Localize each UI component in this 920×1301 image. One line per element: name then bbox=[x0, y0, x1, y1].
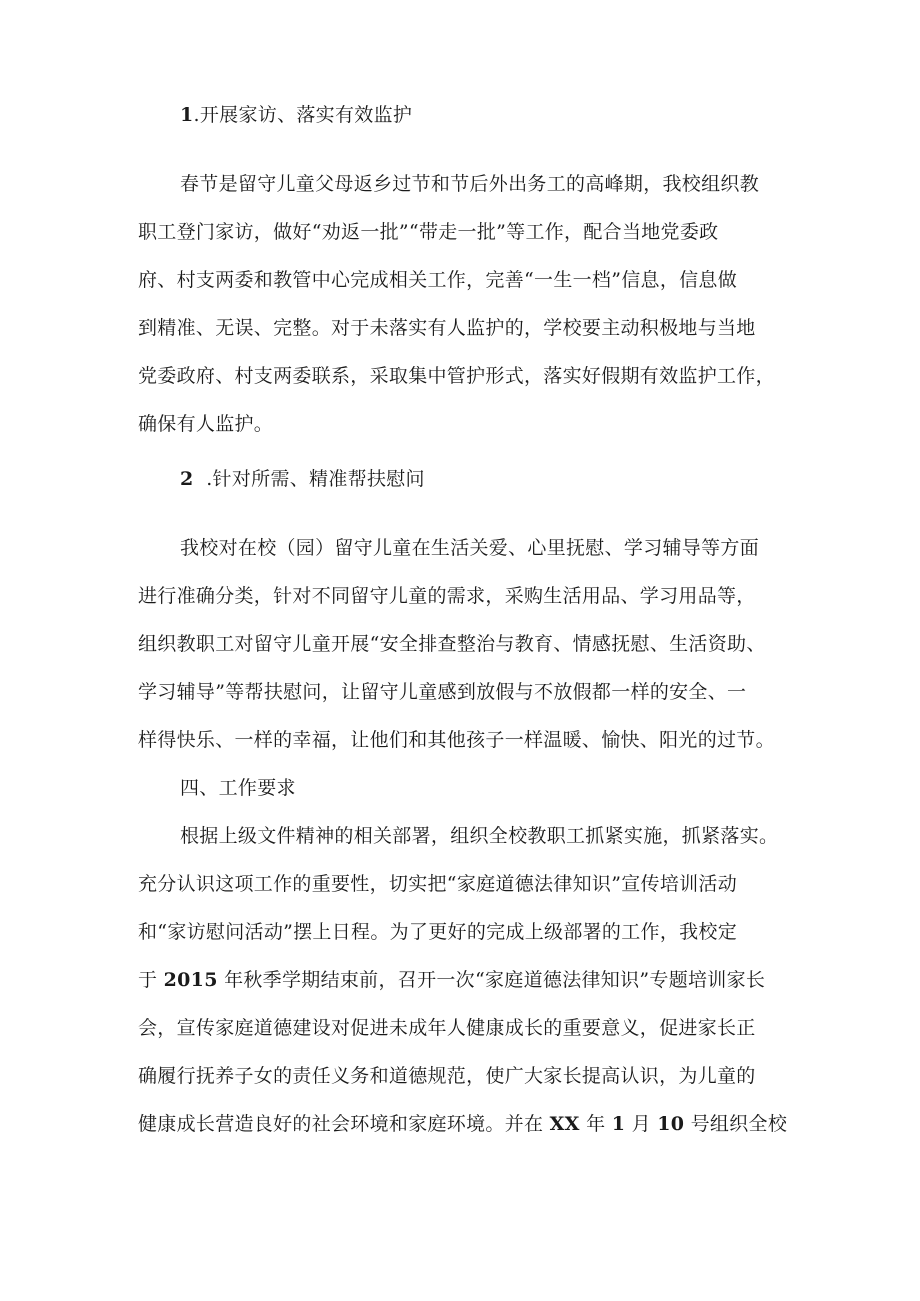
section-2-line: 进行准确分类，针对不同留守儿童的需求，采购生活用品、学习用品等， bbox=[138, 585, 756, 607]
section-2-line: 样得快乐、一样的幸福，让他们和其他孩子一样温暖、愉快、阳光的过节。 bbox=[138, 729, 775, 751]
year-value: 2015 bbox=[163, 969, 218, 991]
date-day: 10 bbox=[657, 1113, 685, 1135]
section-1-title: .开展家访、落实有效监护 bbox=[193, 104, 413, 126]
date-month: 1 bbox=[611, 1113, 626, 1135]
section-4-line: 会，宣传家庭道德建设对促进未成年人健康成长的重要意义，促进家长正 bbox=[138, 1017, 756, 1039]
section-2-heading bbox=[180, 467, 840, 491]
text-fragment: 年 bbox=[579, 1113, 612, 1135]
section-4-line: 根据上级文件精神的相关部署，组织全校教职工抓紧实施，抓紧落实。 bbox=[180, 825, 779, 847]
section-1-heading bbox=[180, 103, 840, 127]
section-1-line: 春节是留守儿童父母返乡过节和节后外出务工的高峰期，我校组织教 bbox=[180, 173, 760, 195]
section-4-heading: 四、工作要求 bbox=[180, 777, 296, 799]
section-4-line: 充分认识这项工作的重要性，切实把“家庭道德法律知识”宣传培训活动 bbox=[138, 873, 738, 895]
section-1-line: 职工登门家访，做好“劝返一批”“带走一批”等工作，配合当地党委政 bbox=[138, 221, 719, 243]
section-4-line: 确履行抚养子女的责任义务和道德规范，使广大家长提高认识，为儿童的 bbox=[138, 1065, 756, 1087]
date-year: XX bbox=[549, 1113, 580, 1135]
section-1-line: 党委政府、村支两委联系，采取集中管护形式，落实好假期有效监护工作， bbox=[138, 365, 775, 387]
section-2-title: .针对所需、精准帮扶慰问 bbox=[206, 468, 425, 490]
text-fragment: 健康成长营造良好的社会环境和家庭环境。并在 bbox=[138, 1113, 550, 1135]
section-2-line: 学习辅导”等帮扶慰问，让留守儿童感到放假与不放假都一样的安全、一 bbox=[138, 681, 747, 703]
section-2-line: 我校对在校（园）留守儿童在生活关爱、心里抚慰、学习辅导等方面 bbox=[180, 537, 760, 559]
section-2-line: 组织教职工对留守儿童开展“安全排查整治与教育、情感抚慰、生活资助、 bbox=[138, 633, 766, 655]
section-4-line-date bbox=[138, 1112, 798, 1136]
section-4-line-year bbox=[138, 968, 798, 992]
text-fragment: 月 bbox=[625, 1113, 658, 1135]
section-4-line: 和“家访慰问活动”摆上日程。为了更好的完成上级部署的工作，我校定 bbox=[138, 921, 738, 943]
text-fragment: 于 bbox=[138, 969, 164, 991]
text-fragment: 号组织全校 bbox=[684, 1113, 788, 1135]
section-1-number: 1 bbox=[180, 104, 194, 126]
section-1-line: 到精准、无误、完整。对于未落实有人监护的，学校要主动积极地与当地 bbox=[138, 317, 756, 339]
section-1-line: 府、村支两委和教管中心完成相关工作，完善“一生一档”信息，信息做 bbox=[138, 269, 738, 291]
section-1-line: 确保有人监护。 bbox=[138, 413, 274, 435]
text-fragment: 年秋季学期结束前，召开一次“家庭道德法律知识”专题培训家长 bbox=[217, 969, 766, 991]
section-2-number: 2 bbox=[180, 468, 194, 490]
